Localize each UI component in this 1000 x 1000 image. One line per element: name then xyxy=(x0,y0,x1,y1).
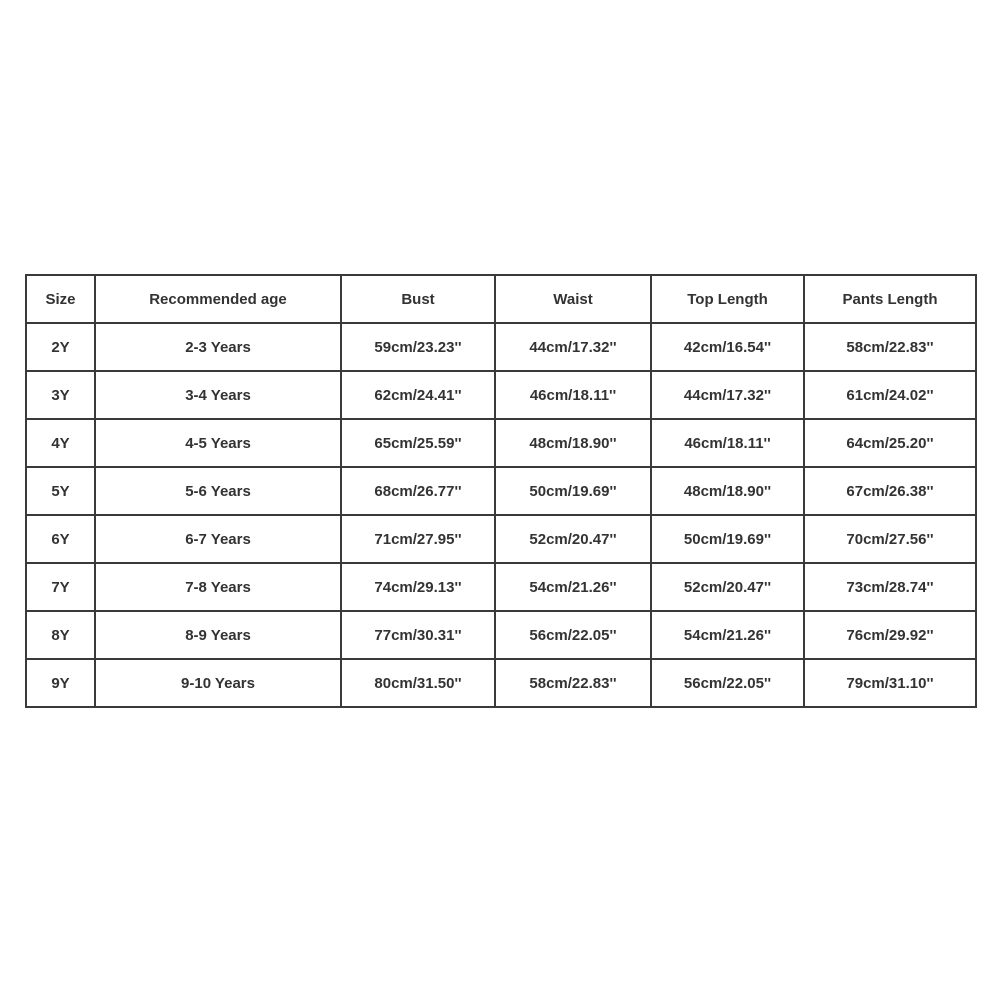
table-cell: 54cm/21.26'' xyxy=(495,563,651,611)
table-row xyxy=(26,323,976,371)
header-cell-pants-length: Pants Length xyxy=(804,275,976,323)
table-cell: 44cm/17.32'' xyxy=(651,371,804,419)
table-cell: 3Y xyxy=(26,371,95,419)
table-cell: 8-9 Years xyxy=(95,611,341,659)
table-cell: 54cm/21.26'' xyxy=(651,611,804,659)
header-cell-top-length: Top Length xyxy=(651,275,804,323)
table-cell: 77cm/30.31'' xyxy=(341,611,495,659)
table-cell: 7-8 Years xyxy=(95,563,341,611)
table-row xyxy=(26,515,976,563)
table-cell: 58cm/22.83'' xyxy=(804,323,976,371)
header-cell-recommended-age: Recommended age xyxy=(95,275,341,323)
table-cell: 64cm/25.20'' xyxy=(804,419,976,467)
table-cell: 5-6 Years xyxy=(95,467,341,515)
table-cell: 80cm/31.50'' xyxy=(341,659,495,707)
table-cell: 8Y xyxy=(26,611,95,659)
table-cell: 76cm/29.92'' xyxy=(804,611,976,659)
table-cell: 6-7 Years xyxy=(95,515,341,563)
table-cell: 62cm/24.41'' xyxy=(341,371,495,419)
table-row xyxy=(26,611,976,659)
table-cell: 58cm/22.83'' xyxy=(495,659,651,707)
table-cell: 46cm/18.11'' xyxy=(495,371,651,419)
table-cell: 52cm/20.47'' xyxy=(651,563,804,611)
table-cell: 73cm/28.74'' xyxy=(804,563,976,611)
header-cell-bust: Bust xyxy=(341,275,495,323)
table-cell: 7Y xyxy=(26,563,95,611)
table-cell: 42cm/16.54'' xyxy=(651,323,804,371)
table-cell: 61cm/24.02'' xyxy=(804,371,976,419)
table-cell: 9Y xyxy=(26,659,95,707)
size-chart-table xyxy=(25,274,977,708)
table-cell: 56cm/22.05'' xyxy=(495,611,651,659)
table-cell: 2-3 Years xyxy=(95,323,341,371)
table-cell: 70cm/27.56'' xyxy=(804,515,976,563)
table-row xyxy=(26,659,976,707)
table-cell: 52cm/20.47'' xyxy=(495,515,651,563)
header-row xyxy=(26,275,976,323)
table-cell: 4-5 Years xyxy=(95,419,341,467)
table-cell: 74cm/29.13'' xyxy=(341,563,495,611)
header-cell-size: Size xyxy=(26,275,95,323)
table-cell: 50cm/19.69'' xyxy=(651,515,804,563)
table-cell: 79cm/31.10'' xyxy=(804,659,976,707)
table-cell: 2Y xyxy=(26,323,95,371)
table-cell: 3-4 Years xyxy=(95,371,341,419)
table-row xyxy=(26,371,976,419)
table-cell: 65cm/25.59'' xyxy=(341,419,495,467)
table-cell: 46cm/18.11'' xyxy=(651,419,804,467)
table-cell: 48cm/18.90'' xyxy=(495,419,651,467)
table-row xyxy=(26,419,976,467)
table-cell: 50cm/19.69'' xyxy=(495,467,651,515)
table-row xyxy=(26,467,976,515)
table-cell: 67cm/26.38'' xyxy=(804,467,976,515)
table-cell: 56cm/22.05'' xyxy=(651,659,804,707)
table-cell: 71cm/27.95'' xyxy=(341,515,495,563)
table-cell: 48cm/18.90'' xyxy=(651,467,804,515)
table-cell: 9-10 Years xyxy=(95,659,341,707)
table-cell: 68cm/26.77'' xyxy=(341,467,495,515)
size-chart-container xyxy=(25,274,977,708)
table-cell: 6Y xyxy=(26,515,95,563)
table-cell: 59cm/23.23'' xyxy=(341,323,495,371)
table-cell: 44cm/17.32'' xyxy=(495,323,651,371)
table-cell: 4Y xyxy=(26,419,95,467)
table-row xyxy=(26,563,976,611)
table-cell: 5Y xyxy=(26,467,95,515)
header-cell-waist: Waist xyxy=(495,275,651,323)
